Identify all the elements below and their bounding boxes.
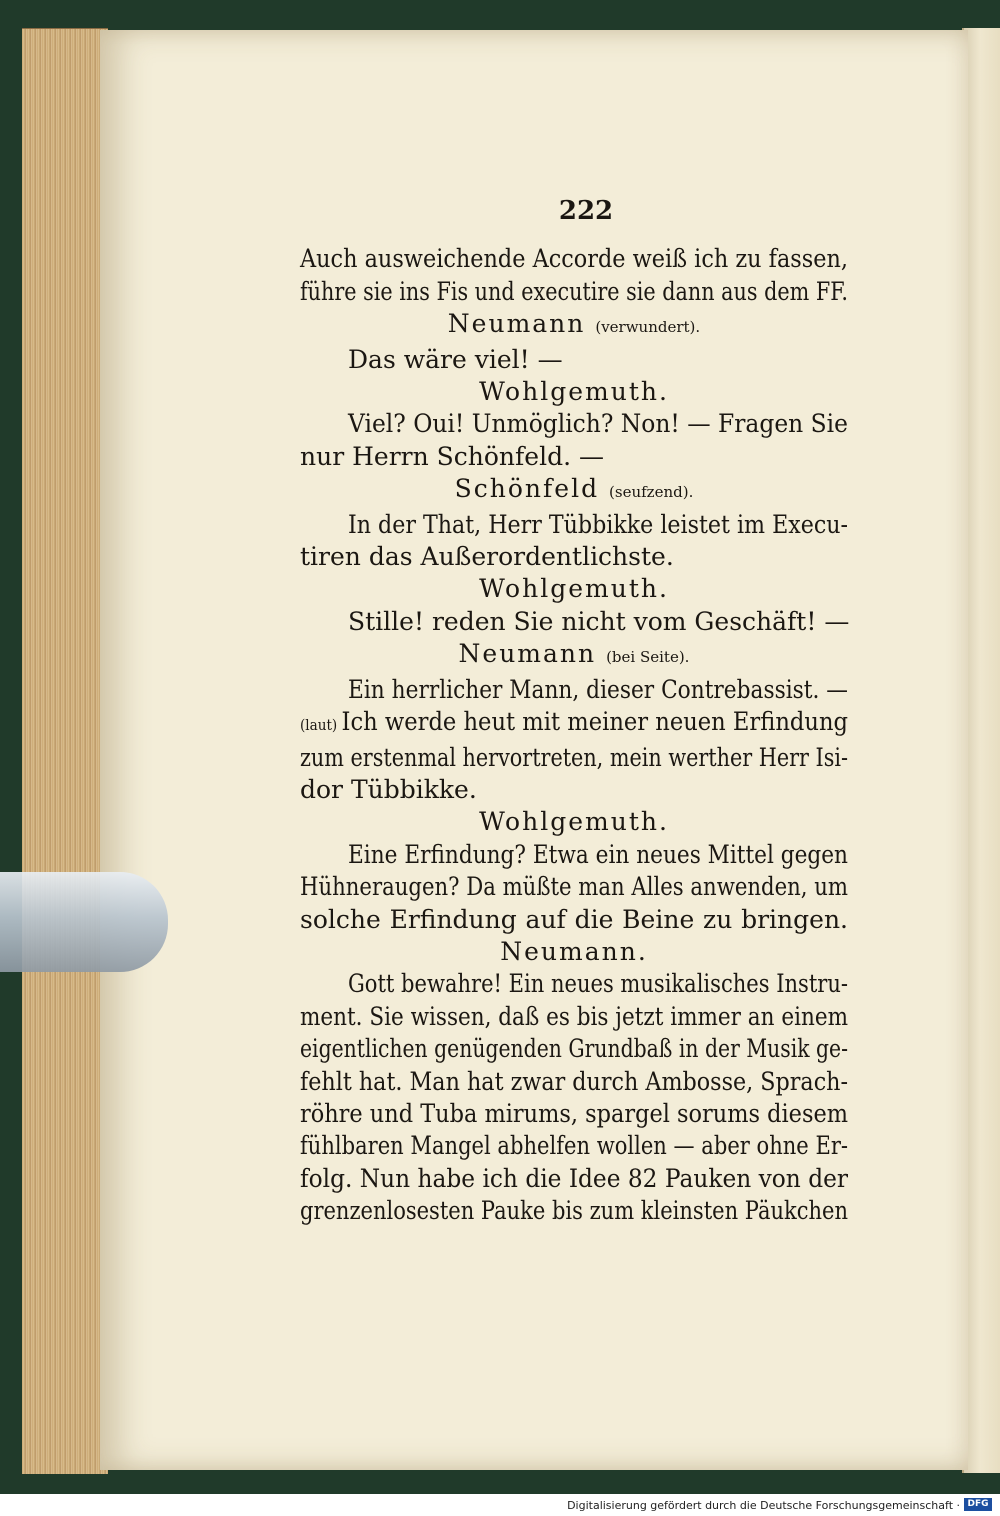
speaker-heading: [300, 573, 848, 605]
text-line: [300, 1001, 848, 1033]
text-line: [300, 344, 848, 376]
speaker-heading: [300, 473, 848, 508]
text-line: [300, 1195, 848, 1227]
speaker-name: Wohlgemuth.: [479, 377, 669, 407]
text-line: [300, 904, 848, 936]
text-line: [300, 968, 848, 1000]
line-text: Ich werde heut mit meiner neuen Erfindung: [341, 707, 848, 737]
speaker-name: Neumann: [447, 309, 586, 339]
text-line: [300, 276, 848, 308]
line-text: fühlbaren Mangel abhelfen wollen — aber ohne Er-: [300, 1131, 848, 1161]
line-text: In der That, Herr Tübbikke leistet im Execu-: [348, 509, 848, 539]
footer-bar: [0, 1494, 1000, 1516]
line-text: röhre und Tuba mirums, spargel sorums diesem: [300, 1098, 848, 1128]
line-text: zum erstenmal hervortreten, mein werther Herr Isi-: [300, 742, 848, 772]
speaker-name: Neumann.: [500, 936, 648, 966]
text-line: [300, 774, 848, 806]
text-line: [300, 871, 848, 903]
line-text: Das wäre viel! —: [348, 344, 563, 374]
line-text: dor Tübbikke.: [300, 774, 477, 804]
line-text: tiren das Außerordentlichste.: [300, 542, 674, 572]
text-line: [300, 1033, 848, 1065]
speaker-heading: [300, 638, 848, 673]
page-number: 222: [558, 196, 614, 226]
text-line: [300, 839, 848, 871]
stage-direction: (verwundert).: [595, 318, 701, 337]
line-text: Hühneraugen? Da müßte man Alles anwenden, um: [300, 872, 848, 902]
line-text: Ein herrlicher Mann, dieser Contrebassist. —: [348, 674, 848, 704]
line-text: nur Herrn Schönfeld. —: [300, 441, 604, 471]
text-line: [300, 243, 848, 275]
speaker-name: Schönfeld: [454, 474, 600, 504]
text-line: [300, 1130, 848, 1162]
text-line: [300, 674, 848, 706]
speaker-heading: [300, 376, 848, 408]
text-lines: [300, 243, 848, 1227]
text-line: [300, 606, 848, 638]
footer-credit: Digitalisierung gefördert durch die Deutsche Forschungsgemeinschaft ·: [567, 1499, 960, 1512]
text-line: [300, 742, 848, 774]
speaker-name: Neumann: [458, 639, 597, 669]
stage-direction: (laut): [300, 716, 342, 735]
book-page-edges: [22, 28, 108, 1474]
stage-direction: (seufzend).: [609, 483, 694, 502]
line-text: Auch ausweichende Accorde weiß ich zu fassen,: [300, 244, 848, 274]
speaker-name: Wohlgemuth.: [479, 807, 669, 837]
text-line: [300, 1098, 848, 1130]
dfg-logo: DFG: [964, 1498, 992, 1511]
text-line: [300, 509, 848, 541]
speaker-name: Wohlgemuth.: [479, 574, 669, 604]
line-text: Gott bewahre! Ein neues musikalisches Instru-: [348, 969, 848, 999]
stage-direction: (bei Seite).: [606, 648, 690, 667]
line-text: folg. Nun habe ich die Idee 82 Pauken von der: [300, 1163, 848, 1193]
text-line: [300, 706, 848, 741]
speaker-heading: [300, 806, 848, 838]
line-text: Viel? Oui! Unmöglich? Non! — Fragen Sie: [348, 409, 848, 439]
text-line: [300, 408, 848, 440]
line-text: ment. Sie wissen, daß es bis jetzt immer an einem: [300, 1001, 848, 1031]
text-line: [300, 441, 848, 473]
line-text: führe sie ins Fis und executire sie dann aus dem FF.: [300, 276, 848, 306]
line-text: fehlt hat. Man hat zwar durch Ambosse, Sprach-: [300, 1066, 848, 1096]
line-text: solche Erfindung auf die Beine zu bringen.: [300, 904, 848, 934]
line-text: Stille! reden Sie nicht vom Geschäft! —: [348, 606, 850, 636]
page-text: [300, 195, 848, 1228]
speaker-heading: [300, 936, 848, 968]
speaker-heading: [300, 308, 848, 343]
scanner-clip: [0, 872, 168, 972]
text-line: [300, 541, 848, 573]
line-text: Eine Erfindung? Etwa ein neues Mittel gegen: [348, 839, 848, 869]
text-line: [300, 1066, 848, 1098]
text-line: [300, 1163, 848, 1195]
line-text: grenzenlosesten Pauke bis zum kleinsten Päukchen: [300, 1196, 848, 1226]
line-text: eigentlichen genügenden Grundbaß in der Musik ge-: [300, 1034, 848, 1064]
